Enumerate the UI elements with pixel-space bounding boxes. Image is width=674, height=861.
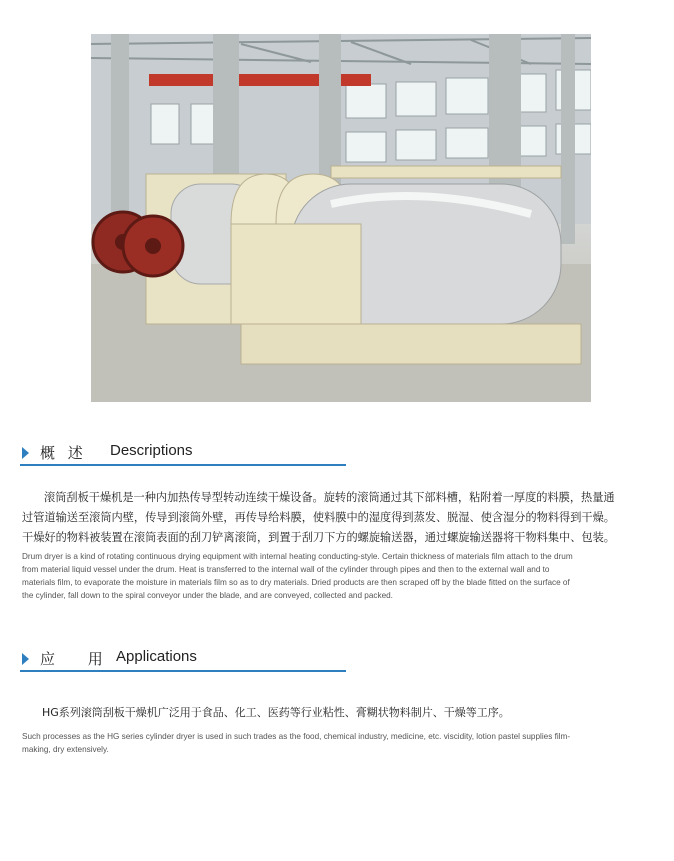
descriptions-body-en	[22, 550, 662, 602]
applications-heading-zh: 应 用	[40, 650, 117, 668]
applications-heading-en: Applications	[116, 648, 197, 665]
applications-body-en	[22, 730, 662, 756]
descriptions-zh-line3: 干燥好的物料被装置在滚筒表面的刮刀铲离滚筒，到置于刮刀下方的螺旋输送器，通过螺旋输送器将干物料集中、包装。	[22, 531, 615, 544]
descriptions-heading	[20, 440, 346, 466]
applications-zh-line1: HG系列滚筒刮板干燥机广泛用于食品、化工、医药等行业粘性、膏糊状物料制片、干燥等工序。	[42, 706, 510, 719]
descriptions-zh-line2: 过管道输送至滚筒内壁，传导到滚筒外壁，再传导给料膜，使料膜中的湿度得到蒸发、脱湿、使含湿分的物料得到干燥。	[22, 511, 615, 524]
applications-en-line2: making, dry extensively.	[22, 745, 109, 754]
applications-en-line1: Such processes as the HG series cylinder dryer is used in such trades as the food, chemical industry, medicine, etc. viscidity, lotion pastel supplies film-	[22, 732, 571, 741]
heading-rule	[20, 670, 346, 672]
applications-body-zh	[22, 703, 662, 723]
descriptions-body-zh	[22, 488, 662, 548]
descriptions-heading-zh: 概 述	[40, 444, 87, 462]
descriptions-zh-line1: 滚筒刮板干燥机是一种内加热传导型转动连续干燥设备。旋转的滚筒通过其下部料槽，粘附着一厚度的料膜，热量通	[44, 491, 615, 504]
triangle-bullet-icon	[22, 447, 29, 459]
descriptions-en-line2: from material liquid vessel under the drum. Heat is transferred to the internal wall of the cylinder through pipes and then to the external wall and to	[22, 565, 550, 574]
descriptions-en-line3: materials film, to evaporate the moisture in materials film so as to dry materials. Dried products are then scraped off by the blade fitted on the surface of	[22, 578, 570, 587]
applications-heading	[20, 646, 346, 672]
triangle-bullet-icon	[22, 653, 29, 665]
descriptions-heading-en: Descriptions	[110, 442, 193, 459]
descriptions-en-line1: Drum dryer is a kind of rotating continuous drying equipment with internal heating conducting-style. Certain thickness of materials film attach to the drum	[22, 552, 573, 561]
heading-rule	[20, 464, 346, 466]
product-photo	[91, 34, 591, 402]
descriptions-en-line4: the cylinder, fall down to the spiral conveyor under the blade, and are conveyed, collected and packed.	[22, 591, 393, 600]
